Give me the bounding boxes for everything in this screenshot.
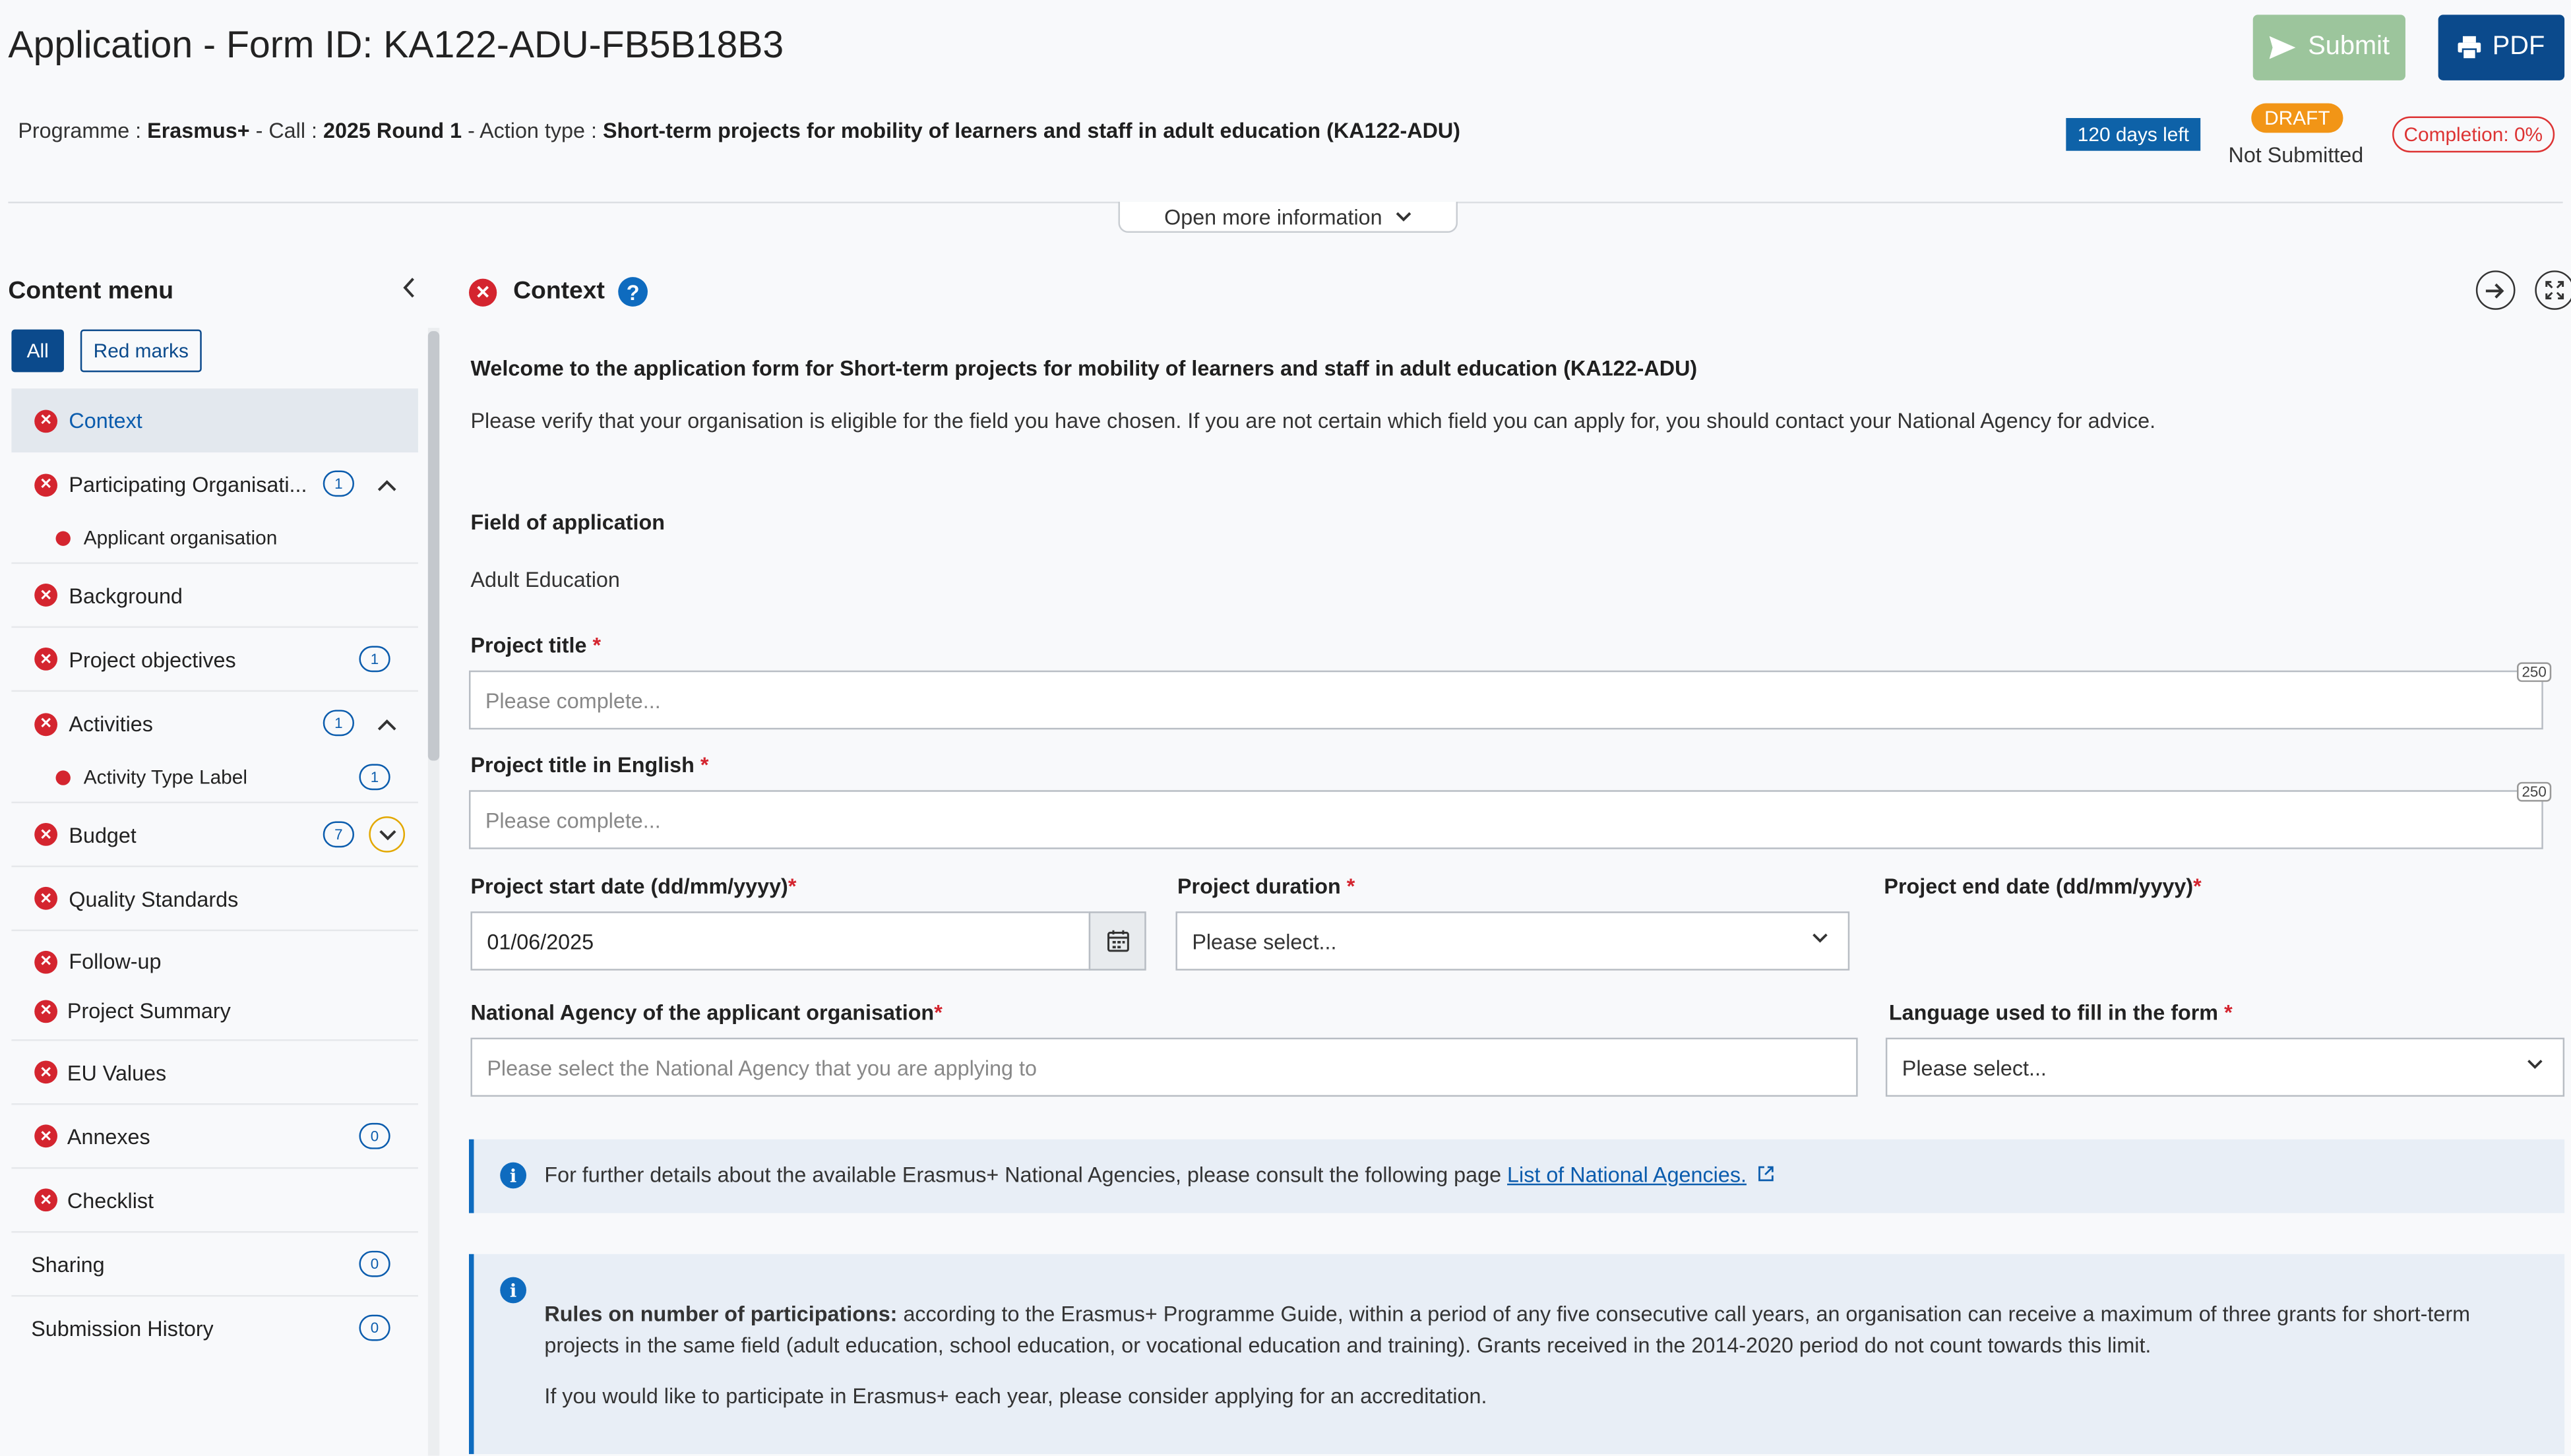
error-dot-icon	[56, 530, 71, 545]
national-agency-label: National Agency of the applicant organisation*	[470, 1000, 943, 1025]
error-icon: ✕	[34, 1124, 57, 1147]
rules-text: Rules on number of participations: according to the Erasmus+ Programme Guide, within a period of any five consecutive call years, an organisation can receive a maximum of three grants for short-term projects in the same field (adult education, school education, or vocational education and training). Grants received in the 2014-2020 period do not count towards this limit.	[544, 1301, 2471, 1358]
error-icon: ✕	[34, 648, 57, 671]
count-badge: 1	[359, 764, 390, 790]
duration-select[interactable]	[1175, 911, 1849, 970]
expand-icon	[2545, 280, 2564, 300]
sidebar-item-label: Checklist	[67, 1188, 154, 1213]
sidebar-item-checklist[interactable]	[11, 1169, 418, 1233]
content-menu-title: Content menu	[8, 277, 174, 305]
external-link-icon[interactable]	[1757, 1166, 1774, 1182]
sidebar-item-label: Activity Type Label	[83, 765, 247, 789]
count-badge: 1	[323, 710, 354, 736]
completion-badge: Completion: 0%	[2392, 117, 2554, 153]
national-agency-input[interactable]: Please select the National Agency that you are applying to	[470, 1038, 1857, 1097]
language-value: Please select...	[1902, 1054, 2047, 1080]
chevron-left-icon	[402, 277, 416, 298]
open-more-label: Open more information	[1164, 204, 1382, 229]
calendar-icon	[1106, 930, 1129, 953]
next-section-button[interactable]	[2476, 270, 2516, 310]
sidebar-item-quality-standards[interactable]	[11, 867, 418, 931]
national-agencies-info-box	[469, 1139, 2564, 1213]
call-meta	[18, 118, 1460, 142]
sidebar-item-label: Project objectives	[69, 646, 236, 672]
status-text: Not Submitted	[2228, 142, 2364, 167]
project-title-english-input[interactable]: Please complete...	[469, 790, 2543, 849]
error-icon: ✕	[34, 823, 57, 846]
error-dot-icon	[56, 770, 71, 784]
project-title-label: Project title *	[470, 632, 602, 657]
sidebar-item-activities[interactable]	[11, 692, 418, 756]
rules-title: Rules on number of participations:	[544, 1301, 898, 1327]
printer-icon	[2458, 36, 2481, 59]
duration-label: Project duration *	[1177, 874, 1355, 899]
error-icon: ✕	[34, 950, 57, 973]
sidebar-item-label: Submission History	[31, 1316, 214, 1341]
sidebar-item-project-objectives[interactable]	[11, 628, 418, 692]
error-icon: ✕	[34, 1060, 57, 1083]
collapse-sidebar-button[interactable]	[402, 277, 416, 307]
sidebar-item-participating-organisations[interactable]	[11, 452, 418, 516]
page-title: Application - Form ID: KA122-ADU-FB5B18B3	[8, 22, 784, 66]
sidebar-item-label: Applicant organisation	[83, 526, 278, 549]
info-icon: i	[500, 1163, 526, 1189]
sidebar-item-label: Budget	[69, 822, 137, 847]
sidebar-item-context[interactable]	[11, 388, 418, 452]
sidebar-item-label: Annexes	[67, 1124, 150, 1149]
sidebar-item-label: EU Values	[67, 1060, 167, 1085]
sidebar-scroll-thumb[interactable]	[428, 331, 439, 760]
count-badge: 0	[359, 1251, 390, 1277]
sidebar-item-label: Sharing	[31, 1252, 105, 1277]
sidebar-item-budget[interactable]	[11, 803, 418, 867]
count-badge: 1	[359, 646, 390, 672]
sidebar-item-project-summary[interactable]	[11, 982, 418, 1041]
sidebar-item-sharing[interactable]	[11, 1232, 418, 1296]
open-more-info-button[interactable]	[1118, 202, 1458, 233]
chevron-up-icon[interactable]	[377, 712, 397, 736]
help-icon[interactable]: ?	[618, 277, 648, 307]
duration-value: Please select...	[1192, 928, 1337, 954]
sidebar-item-applicant-organisation[interactable]	[11, 513, 418, 564]
count-badge: 0	[359, 1315, 390, 1341]
submit-button[interactable]	[2253, 15, 2405, 80]
end-date-label: Project end date (dd/mm/yyyy)*	[1884, 874, 2202, 899]
info-icon: i	[500, 1277, 526, 1304]
calendar-button[interactable]	[1089, 911, 1146, 970]
count-badge: 0	[359, 1123, 390, 1149]
programme-value: Erasmus+	[147, 117, 250, 143]
filter-all-button[interactable]: All	[11, 330, 64, 373]
sidebar-item-follow-up[interactable]	[11, 936, 418, 987]
sidebar-item-label: Project Summary	[67, 998, 231, 1023]
sidebar-item-label: Follow-up	[69, 949, 162, 974]
section-error-icon: ✕	[469, 279, 497, 307]
chevron-up-icon[interactable]	[377, 472, 397, 497]
char-limit-badge: 250	[2517, 662, 2551, 682]
national-agencies-link[interactable]: List of National Agencies.	[1507, 1162, 1747, 1187]
chevron-down-icon	[2527, 1057, 2543, 1075]
sidebar-item-label: Activities	[69, 711, 153, 737]
field-of-application-value: Adult Education	[470, 567, 620, 592]
programme-label: Programme :	[18, 117, 142, 143]
participation-rules-info-box	[469, 1254, 2564, 1454]
project-title-english-label: Project title in English *	[470, 752, 709, 777]
error-icon: ✕	[34, 584, 57, 607]
start-date-label: Project start date (dd/mm/yyyy)*	[470, 874, 797, 899]
filter-red-marks-button[interactable]: Red marks	[80, 330, 202, 373]
char-limit-badge: 250	[2517, 782, 2551, 802]
error-icon: ✕	[34, 887, 57, 910]
error-icon: ✕	[34, 473, 57, 496]
action-type-value: Short-term projects for mobility of learners and staff in adult education (KA122-ADU)	[602, 117, 1461, 143]
sidebar-item-label: Context	[69, 408, 142, 433]
sidebar-item-background[interactable]	[11, 564, 418, 628]
chevron-down-icon	[1396, 210, 1412, 222]
language-select[interactable]	[1886, 1038, 2564, 1097]
arrow-right-icon	[2486, 281, 2506, 299]
chevron-down-icon	[378, 829, 396, 840]
sidebar-item-activity-type-label[interactable]	[11, 752, 418, 803]
language-label: Language used to fill in the form *	[1888, 1000, 2233, 1025]
sidebar-item-eu-values[interactable]	[11, 1041, 418, 1105]
field-of-application-label: Field of application	[470, 510, 665, 535]
sidebar-item-annexes[interactable]	[11, 1105, 418, 1169]
fullscreen-button[interactable]	[2535, 270, 2571, 310]
info-text: For further details about the available Erasmus+ National Agencies, please consult the following page List of National Agencies.	[544, 1163, 1774, 1187]
expand-budget-button[interactable]	[369, 816, 405, 853]
project-title-input[interactable]: Please complete...	[469, 671, 2543, 729]
error-icon: ✕	[34, 999, 57, 1022]
pdf-button[interactable]	[2438, 15, 2564, 80]
welcome-heading: Welcome to the application form for Short-term projects for mobility of learners and staff in adult education (KA122-ADU)	[470, 355, 1698, 380]
error-icon: ✕	[34, 409, 57, 432]
call-value: 2025 Round 1	[323, 117, 462, 143]
count-badge: 1	[323, 470, 354, 497]
pdf-label: PDF	[2492, 32, 2545, 61]
start-date-input[interactable]: 01/06/2025	[470, 911, 1090, 970]
days-left-badge: 120 days left	[2066, 118, 2200, 151]
send-icon	[2269, 36, 2295, 59]
chevron-down-icon	[1812, 931, 1828, 949]
sidebar-item-label: Participating Organisati...	[69, 471, 307, 497]
call-label: - Call :	[255, 117, 317, 143]
error-icon: ✕	[34, 712, 57, 735]
submit-label: Submit	[2308, 32, 2390, 61]
error-icon: ✕	[34, 1188, 57, 1211]
accreditation-note: If you would like to participate in Erasmus+ each year, please consider applying for an accreditation.	[544, 1383, 1487, 1409]
sidebar-item-label: Background	[69, 582, 183, 608]
sidebar-item-submission-history[interactable]	[11, 1296, 418, 1360]
sidebar-item-label: Quality Standards	[69, 886, 239, 911]
status-badge: DRAFT	[2251, 104, 2343, 133]
eligibility-note: Please verify that your organisation is eligible for the field you have chosen. If you are not certain which field you can apply for, you should contact your National Agency for advice.	[470, 408, 2156, 433]
count-badge: 7	[323, 821, 354, 847]
section-title: Context	[513, 277, 605, 305]
action-type-label: - Action type :	[468, 117, 597, 143]
